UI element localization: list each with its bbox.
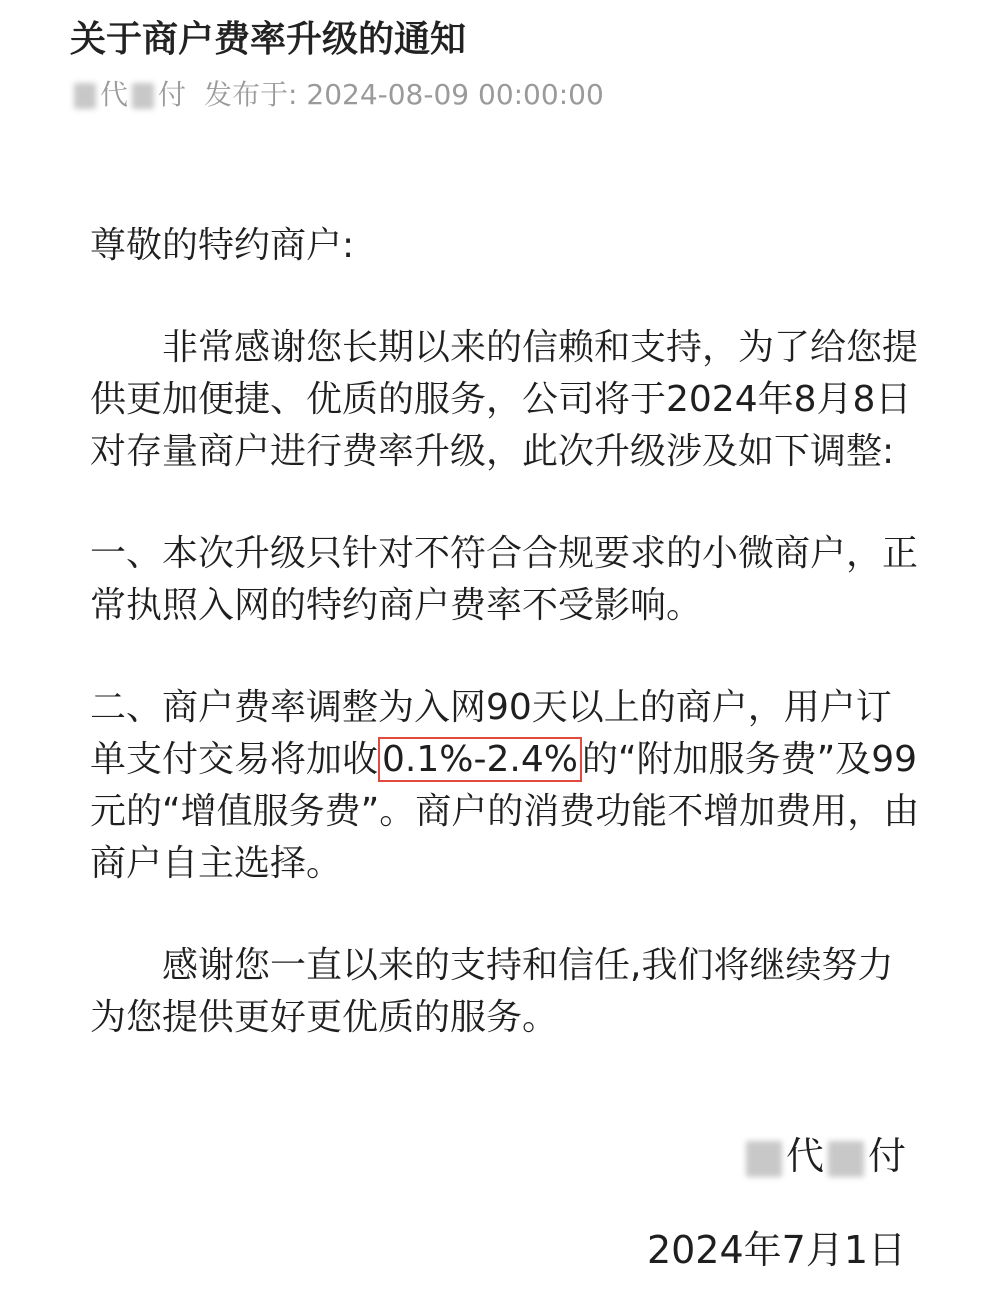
redacted-mark	[132, 83, 154, 109]
letter-greeting: 尊敬的特约商户:	[90, 225, 355, 266]
notice-meta	[70, 76, 604, 114]
fee-range-highlight: 0.1%-2.4%	[378, 737, 582, 782]
redacted-mark	[746, 1141, 782, 1177]
letter-item-2	[90, 682, 920, 890]
item2-text-before: 二、商户费率调整为入网90天以上的商户，用户订单支付交易将加收	[90, 687, 892, 780]
letter-intro: 非常感谢您长期以来的信赖和支持，为了给您提供更加便捷、优质的服务，公司将于2024年8月8日对存量商户进行费率升级，此次升级涉及如下调整:	[90, 327, 919, 472]
letter-closing: 感谢您一直以来的支持和信任,我们将继续努力为您提供更好更优质的服务。	[90, 945, 894, 1038]
letter-body	[90, 220, 920, 1044]
published-datetime: 2024-08-09 00:00:00	[306, 78, 604, 111]
letter-signature	[742, 1130, 906, 1182]
signature-char-2: 付	[867, 1134, 906, 1178]
publisher-char-2: 付	[158, 78, 187, 111]
letter-date: 2024年7月1日	[646, 1228, 906, 1272]
redacted-mark	[74, 83, 96, 109]
redacted-mark	[828, 1141, 864, 1177]
published-label: 发布于:	[204, 78, 298, 111]
letter-item-1: 一、本次升级只针对不符合合规要求的小微商户，正常执照入网的特约商户费率不受影响。	[90, 533, 919, 626]
notice-title: 关于商户费率升级的通知	[70, 19, 467, 60]
signature-char-1: 代	[785, 1134, 824, 1178]
item2-text-after: 的“附加服务费”及99元的“增值服务费”。商户的消费功能不增加费用，由商户自主选择。	[90, 739, 920, 884]
publisher-char-1: 代	[100, 78, 129, 111]
